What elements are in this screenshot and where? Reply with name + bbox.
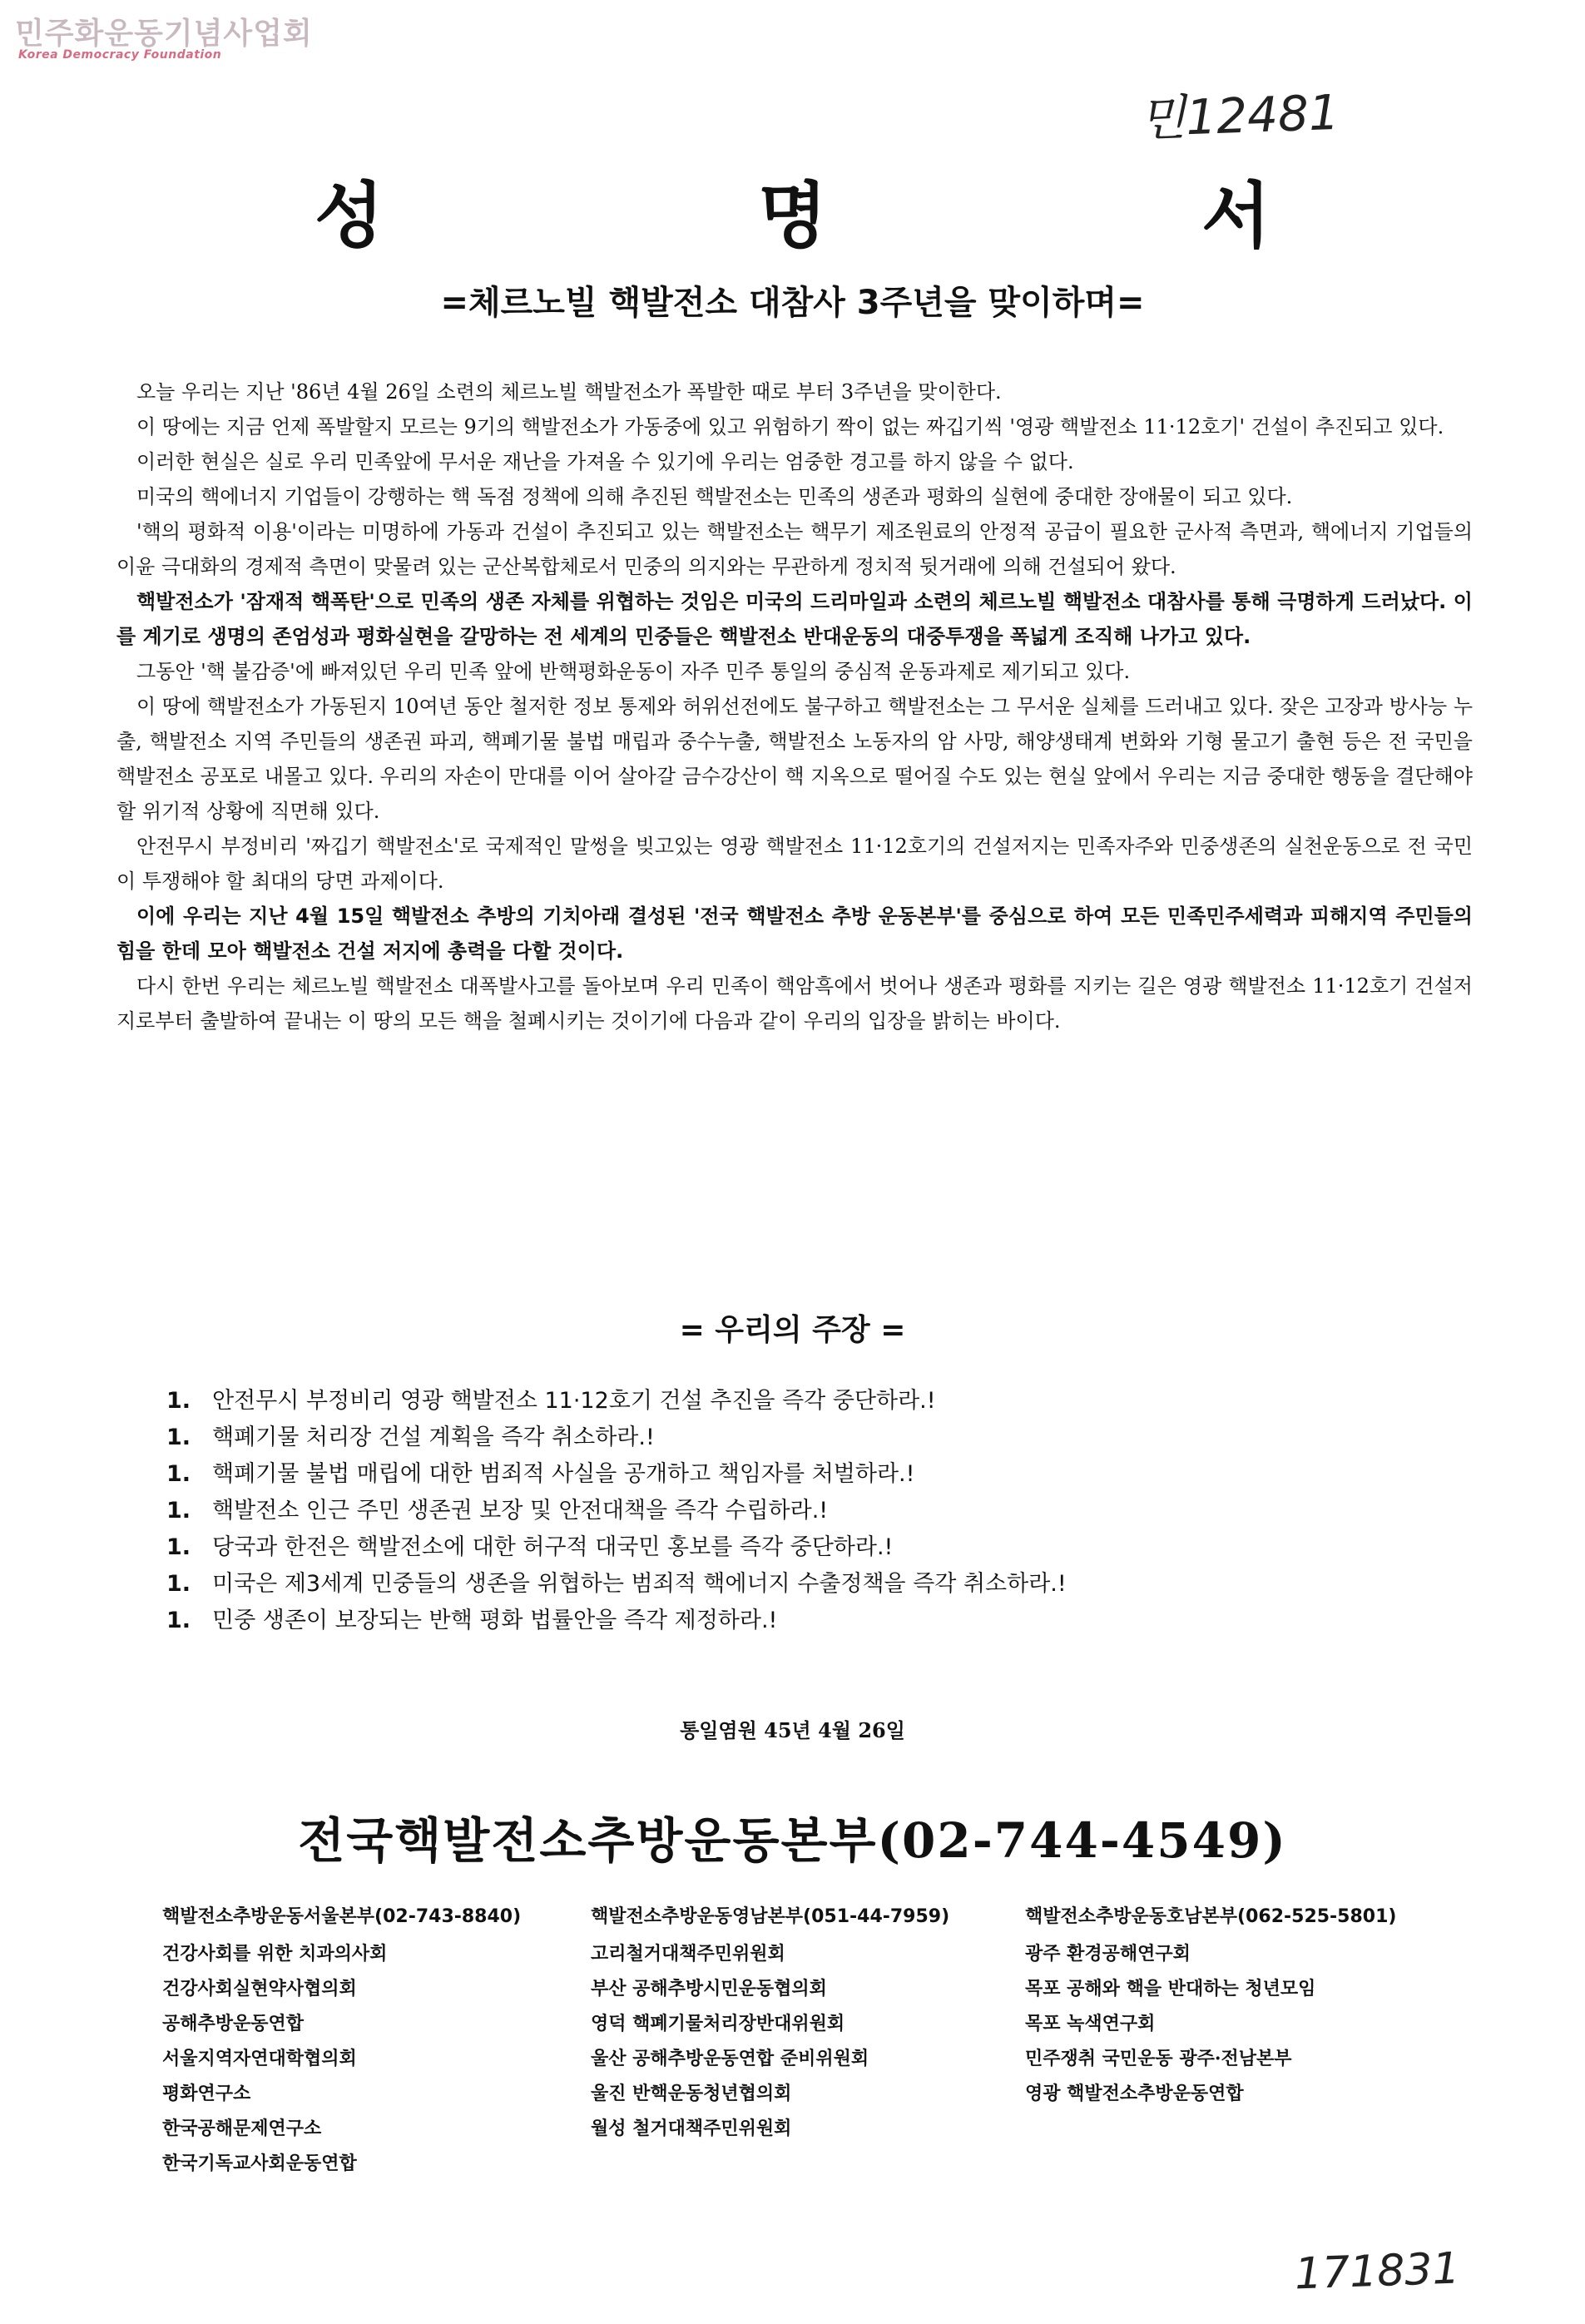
member-org: 광주 환경공해연구회 (1025, 1943, 1191, 1965)
claim-number: 1. (166, 1498, 191, 1524)
claim-item (166, 1383, 1414, 1420)
member-org: 한국기독교사회운동연합 (162, 2153, 357, 2174)
paragraph: 안전무시 부정비리 '짜깁기 핵발전소'로 국제적인 말썽을 빚고있는 영광 핵발전소 11·12호기의 건설저지는 민족자주와 민중생존의 실천운동으로 전 국민이 투쟁해야 할 최대의 당면 과제이다. (116, 835, 1473, 893)
claim-text: 안전무시 부정비리 영광 핵발전소 11·12호기 건설 추진을 즉각 중단하라.! (212, 1388, 936, 1414)
member-org: 건강사회를 위한 치과의사회 (162, 1943, 388, 1965)
member-org: 서울지역자연대학협의회 (162, 2048, 357, 2069)
statement-body (116, 374, 1473, 1038)
member-org: 울진 반핵운동청년협의회 (591, 2083, 792, 2104)
claim-text: 미국은 제3세계 민중들의 생존을 위협하는 범죄적 핵에너지 수출정책을 즉각 취소하라.! (212, 1571, 1067, 1597)
paragraph-emphasis: 이에 우리는 지난 4월 15일 핵발전소 추방의 기치아래 결성된 '전국 핵발전소 추방 운동본부'를 중심으로 하여 모든 민족민주세력과 피해지역 주민들의 힘을 한데 모아 핵발전소 건설 저지에 총력을 다할 것이다. (116, 904, 1473, 963)
claim-number: 1. (166, 1425, 191, 1450)
member-org: 영광 핵발전소추방운동연합 (1025, 2083, 1244, 2104)
paragraph: 이 땅에 핵발전소가 가동된지 10여년 동안 철저한 정보 통제와 허위선전에도 불구하고 핵발전소는 그 무서운 실체를 드러내고 있다. 잦은 고장과 방사능 누출, 핵발전소 지역 주민들의 생존권 파괴, 핵폐기물 불법 매립과 중수누출, 핵발전소 노동자의 암 사망, 해양생태계 변화와 기형 물고기 출현 등은 전 국민을 핵발전소 공포로 내몰고 있다. 우리의 자손이 만대를 이어 살아갈 금수강산이 핵 지옥으로 떨어질 수도 있는 현실 앞에서 우리는 지금 중대한 행동을 결단해야 할 위기적 상황에 직면해 있다. (116, 695, 1473, 823)
branch-name: 핵발전소추방운동서울본부(02-743-8840) (162, 1906, 522, 1927)
claim-text: 핵폐기물 불법 매립에 대한 범죄적 사실을 공개하고 책임자를 처벌하라.! (212, 1461, 915, 1487)
claim-item (166, 1529, 1414, 1566)
paragraph: 다시 한번 우리는 체르노빌 핵발전소 대폭발사고를 돌아보며 우리 민족이 핵암흑에서 벗어나 생존과 평화를 지키는 길은 영광 핵발전소 11·12호기 건설저지로부터 출발하여 끝내는 이 땅의 모든 핵을 철폐시키는 것이기에 다음과 같이 우리의 입장을 밝히는 바이다. (116, 974, 1473, 1033)
member-org: 영덕 핵폐기물처리장반대위원회 (591, 2013, 845, 2034)
branch-column-honam (1025, 1902, 1491, 2111)
watermark-logo-english: Korea Democracy Foundation (18, 48, 222, 62)
claim-item (166, 1493, 1414, 1529)
paragraph: 그동안 '핵 불감증'에 빠져있던 우리 민족 앞에 반핵평화운동이 자주 민주 통일의 중심적 운동과제로 제기되고 있다. (136, 660, 1131, 683)
page-title: 성 명 서 (314, 175, 1446, 258)
handwritten-doc-number: 민12481 (1138, 83, 1341, 148)
handwritten-footer-number: 171831 (1294, 2243, 1461, 2300)
member-org: 울산 공해추방운동연합 준비위원회 (591, 2048, 869, 2069)
member-org: 월성 철거대책주민위원회 (591, 2118, 792, 2139)
claims-list (166, 1383, 1414, 1639)
watermark-logo-korean: 민주화운동기념사업회 (15, 17, 313, 51)
claim-number: 1. (166, 1461, 191, 1487)
member-org: 부산 공해추방시민운동협의회 (591, 1978, 827, 1999)
statement-date: 통일염원 45년 4월 26일 (680, 1718, 905, 1742)
paragraph: 오늘 우리는 지난 '86년 4월 26일 소련의 체르노빌 핵발전소가 폭발한 때로 부터 3주년을 맞이한다. (136, 380, 1002, 404)
claim-text: 민중 생존이 보장되는 반핵 평화 법률안을 즉각 제정하라.! (212, 1608, 778, 1633)
member-org: 한국공해문제연구소 (162, 2118, 322, 2139)
claim-item (166, 1456, 1414, 1493)
member-org: 민주쟁취 국민운동 광주·전남본부 (1025, 2048, 1292, 2069)
branch-name: 핵발전소추방운동호남본부(062-525-5801) (1025, 1906, 1397, 1927)
claim-number: 1. (166, 1534, 191, 1560)
claim-text: 핵발전소 인근 주민 생존권 보장 및 안전대책을 즉각 수립하라.! (212, 1498, 829, 1524)
branch-column-seoul (162, 1902, 628, 2181)
paragraph: '핵의 평화적 이용'이라는 미명하에 가동과 건설이 추진되고 있는 핵발전소는 핵무기 제조원료의 안정적 공급이 필요한 군사적 측면과, 핵에너지 기업들의 이윤 극대화의 경제적 측면이 맞물려 있는 군산복합체로서 민중의 의지와는 무관하게 정치적 뒷거래에 의해 건설되어 왔다. (116, 520, 1473, 578)
paragraph: 미국의 핵에너지 기업들이 강행하는 핵 독점 정책에 의해 추진된 핵발전소는 민족의 생존과 평화의 실현에 중대한 장애물이 되고 있다. (136, 485, 1293, 508)
claim-item (166, 1603, 1414, 1639)
member-org: 목포 공해와 핵을 반대하는 청년모임 (1025, 1978, 1316, 1999)
claim-text: 핵폐기물 처리장 건설 계획을 즉각 취소하라.! (212, 1425, 655, 1450)
claim-number: 1. (166, 1608, 191, 1633)
claim-number: 1. (166, 1571, 191, 1597)
member-org: 고리철거대책주민위원회 (591, 1943, 785, 1965)
claim-item (166, 1566, 1414, 1603)
branch-name: 핵발전소추방운동영남본부(051-44-7959) (591, 1906, 950, 1927)
member-org: 공해추방운동연합 (162, 2013, 305, 2034)
paragraph: 이 땅에는 지금 언제 폭발할지 모르는 9기의 핵발전소가 가동중에 있고 위험하기 짝이 없는 짜깁기씩 '영광 핵발전소 11·12호기' 건설이 추진되고 있다. (136, 415, 1444, 439)
paragraph: 이러한 현실은 실로 우리 민족앞에 무서운 재난을 가져올 수 있기에 우리는 엄중한 경고를 하지 않을 수 없다. (136, 450, 1074, 473)
page-subtitle: =체르노빌 핵발전소 대참사 3주년을 맞이하며= (440, 284, 1145, 322)
paragraph-emphasis: 핵발전소가 '잠재적 핵폭탄'으로 민족의 생존 자체를 위협하는 것임은 미국의 드리마일과 소련의 체르노빌 핵발전소 대참사를 통해 극명하게 드러났다. 이를 계기로 생명의 존엄성과 평화실현을 갈망하는 전 세계의 민중들은 핵발전소 반대운동의 대중투쟁을 폭넓게 조직해 나가고 있다. (116, 590, 1473, 648)
claim-item (166, 1420, 1414, 1456)
member-org: 목포 녹색연구회 (1025, 2013, 1156, 2034)
claims-heading: = 우리의 주장 = (679, 1313, 906, 1347)
member-org: 건강사회실현약사협의회 (162, 1978, 357, 1999)
member-org: 평화연구소 (162, 2083, 251, 2104)
branch-column-yeongnam (591, 1902, 1057, 2146)
claim-text: 당국과 한전은 핵발전소에 대한 허구적 대국민 홍보를 즉각 중단하라.! (212, 1534, 894, 1560)
claim-number: 1. (166, 1388, 191, 1414)
issuing-organization: 전국핵발전소추방운동본부(02-744-4549) (298, 1812, 1287, 1869)
